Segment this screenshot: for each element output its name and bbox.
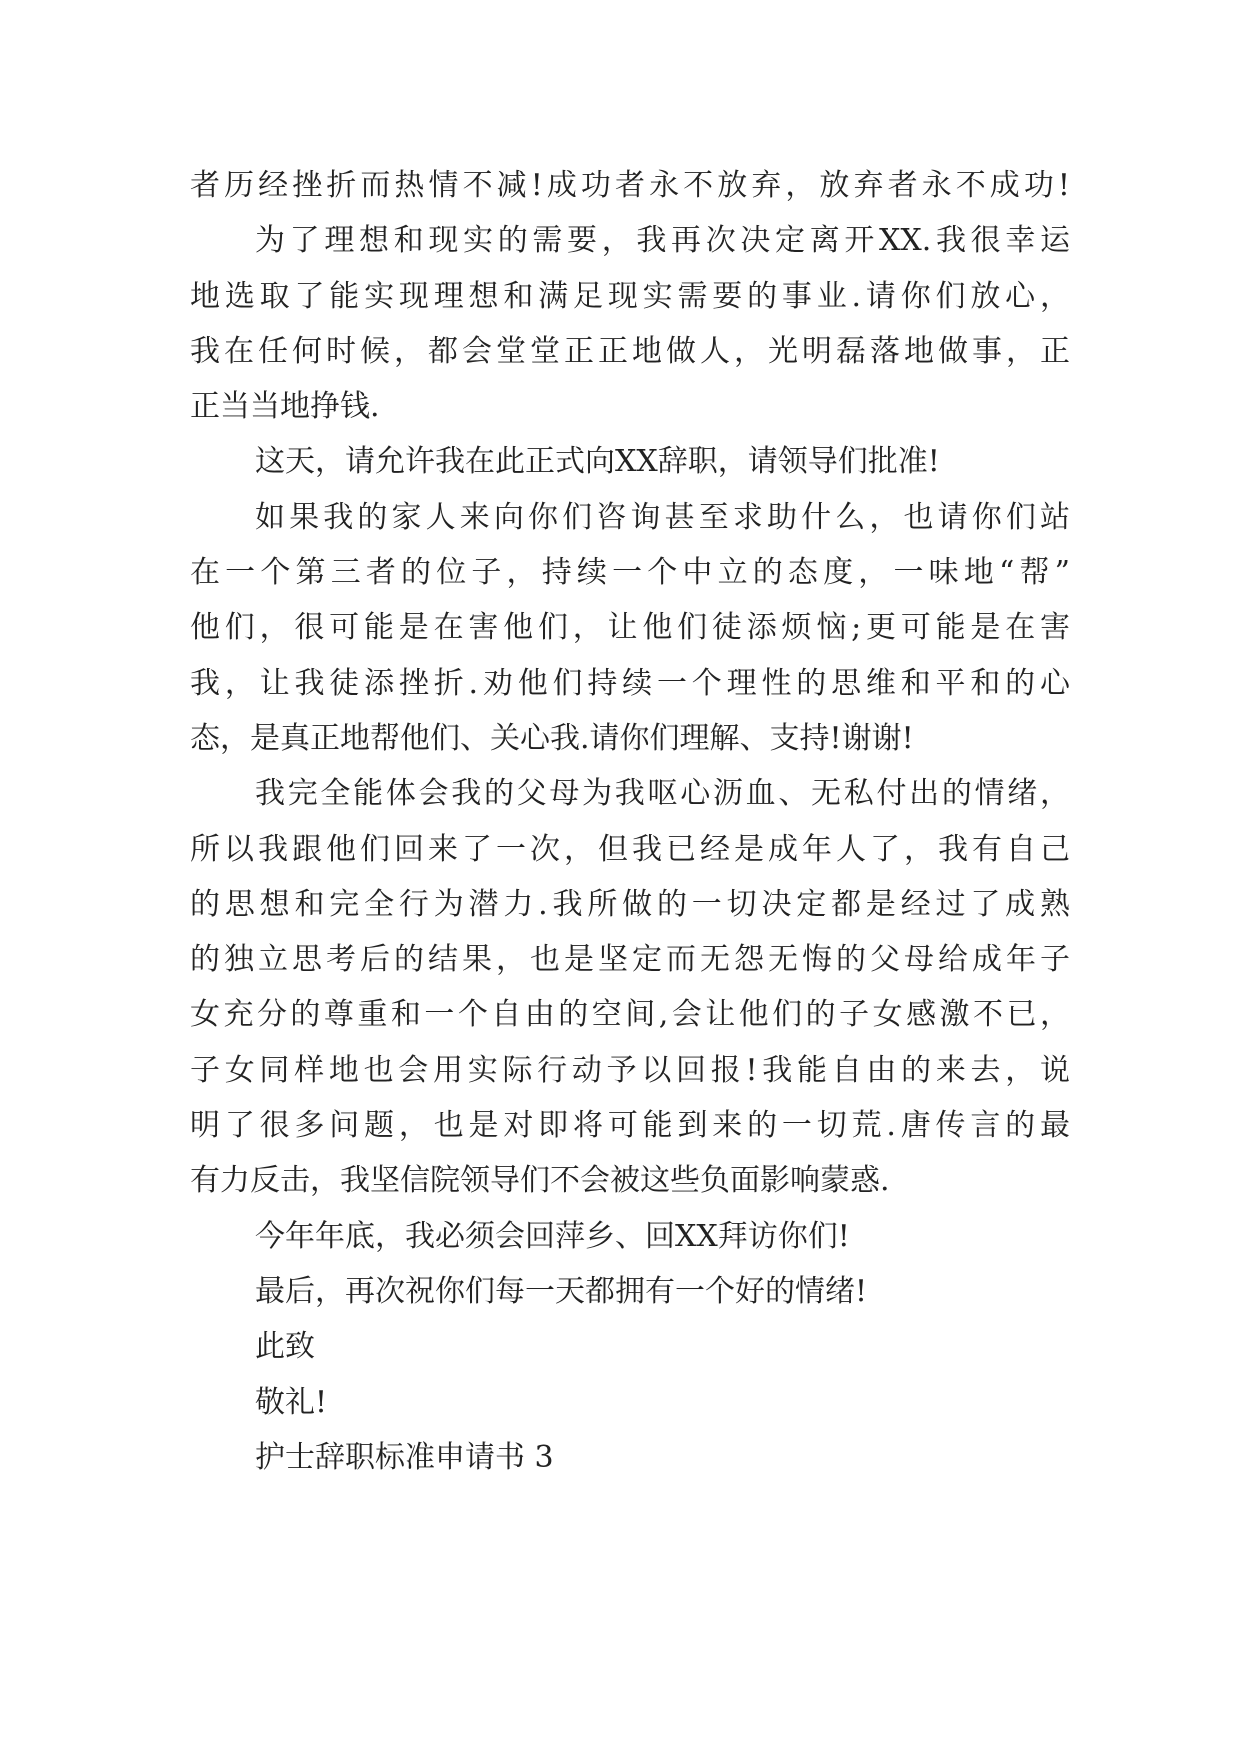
text-line: 者历经挫折而热情不减!成功者永不放弃，放弃者永不成功! xyxy=(190,168,1070,203)
text-line: 明了很多问题，也是对即将可能到来的一切荒.唐传言的最 xyxy=(190,1108,1070,1144)
text-line: 有力反击，我坚信院领导们不会被这些负面影响蒙惑. xyxy=(190,1163,890,1199)
text-line: 今年年底，我必须会回萍乡、回XX拜访你们! xyxy=(255,1218,850,1254)
text-line: 的思想和完全行为潜力.我所做的一切决定都是经过了成熟 xyxy=(190,886,1070,922)
text-line: 如果我的家人来向你们咨询甚至求助什么，也请你们站 xyxy=(255,499,1070,535)
text-line: 的独立思考后的结果，也是坚定而无怨无悔的父母给成年子 xyxy=(190,942,1070,978)
document-body xyxy=(190,158,1070,1485)
text-line: 态，是真正地帮他们、关心我.请你们理解、支持!谢谢! xyxy=(190,720,914,756)
text-line: 我在任何时候，都会堂堂正正地做人，光明磊落地做事，正 xyxy=(190,333,1070,369)
text-line: 地选取了能实现理想和满足现实需要的事业.请你们放心， xyxy=(190,278,1070,314)
text-line: 此致 xyxy=(255,1329,315,1365)
text-line: 护士辞职标准申请书 3 xyxy=(255,1439,554,1475)
text-line: 这天，请允许我在此正式向XX辞职，请领导们批准! xyxy=(255,444,940,480)
text-line: 最后，再次祝你们每一天都拥有一个好的情绪! xyxy=(255,1273,868,1309)
text-line: 所以我跟他们回来了一次，但我已经是成年人了，我有自己 xyxy=(190,831,1070,867)
text-line: 子女同样地也会用实际行动予以回报!我能自由的来去，说 xyxy=(190,1052,1070,1088)
text-line: 我完全能体会我的父母为我呕心沥血、无私付出的情绪， xyxy=(255,776,1070,812)
text-line: 为了理想和现实的需要，我再次决定离开XX.我很幸运 xyxy=(255,223,1070,259)
text-line: 敬礼! xyxy=(255,1384,328,1420)
text-line: 女充分的尊重和一个自由的空间,会让他们的子女感激不已， xyxy=(190,997,1070,1033)
text-line: 在一个第三者的位子，持续一个中立的态度，一味地“帮” xyxy=(190,555,1070,591)
text-line: 我，让我徒添挫折.劝他们持续一个理性的思维和平和的心 xyxy=(190,665,1070,701)
text-line: 他们，很可能是在害他们，让他们徒添烦恼;更可能是在害 xyxy=(190,610,1070,646)
text-line: 正当当地挣钱. xyxy=(190,389,380,425)
